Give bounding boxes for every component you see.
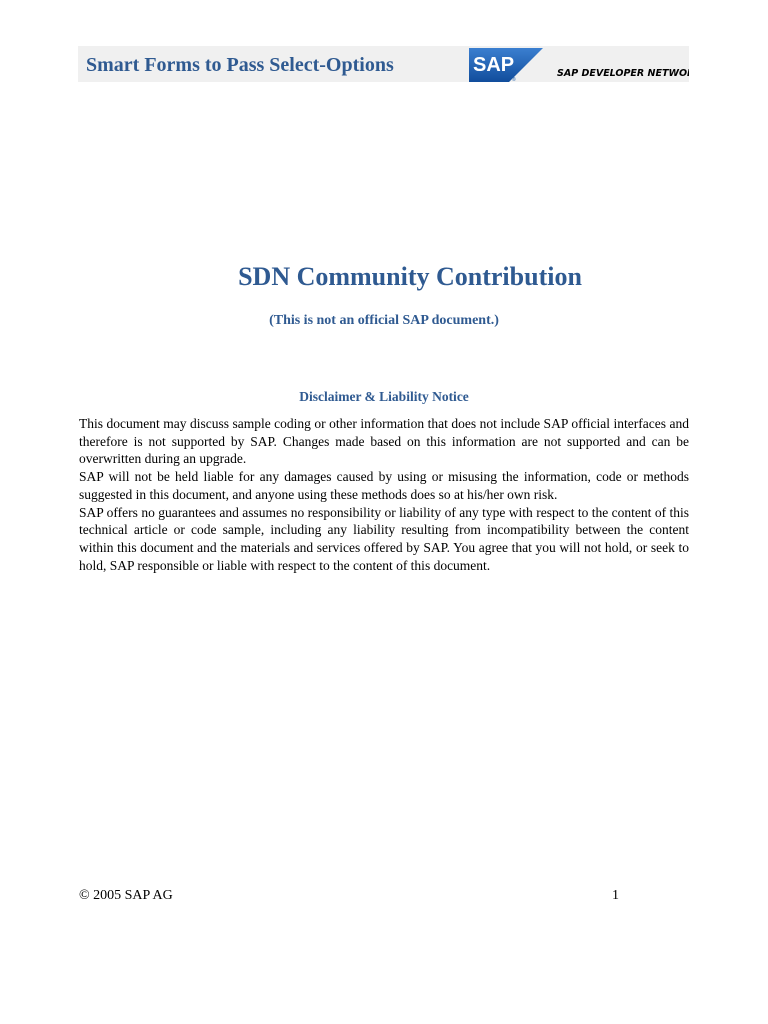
page-number: 1 bbox=[612, 888, 619, 903]
sap-logo-icon bbox=[469, 46, 689, 82]
disclaimer-paragraph: SAP will not be held liable for any damages caused by using or misusing the information, code or methods suggested in this document, and anyone using these methods does so at his/her own risk. bbox=[79, 469, 689, 502]
svg-text:®: ® bbox=[512, 77, 516, 82]
disclaimer-body bbox=[79, 415, 689, 574]
footer-copyright: © 2005 SAP AG bbox=[79, 888, 173, 903]
disclaimer-heading: Disclaimer & Liability Notice bbox=[299, 389, 469, 404]
disclaimer-paragraph: This document may discuss sample coding or other information that does not include SAP official interfaces and therefore is not supported by SAP. Changes made based on this information are not supported and can be overwritten during an upgrade. bbox=[79, 416, 689, 467]
sap-logo-text: SAP bbox=[473, 54, 515, 76]
disclaimer-paragraph: SAP offers no guarantees and assumes no responsibility or liability of any type with respect to the content of this technical article or code sample, including any liability resulting from incompatibility between the content within this document and the materials and services offered by SAP. You agree that you will not hold, or seek to hold, SAP responsible or liable with respect to the content of this document. bbox=[79, 504, 689, 573]
header-title: Smart Forms to Pass Select-Options bbox=[86, 54, 394, 76]
document-header bbox=[78, 46, 689, 82]
sap-developer-network-tagline: SAP DEVELOPER NETWORK bbox=[557, 68, 689, 79]
page-title: SDN Community Contribution bbox=[238, 262, 582, 291]
page-subtitle: (This is not an official SAP document.) bbox=[269, 313, 499, 328]
